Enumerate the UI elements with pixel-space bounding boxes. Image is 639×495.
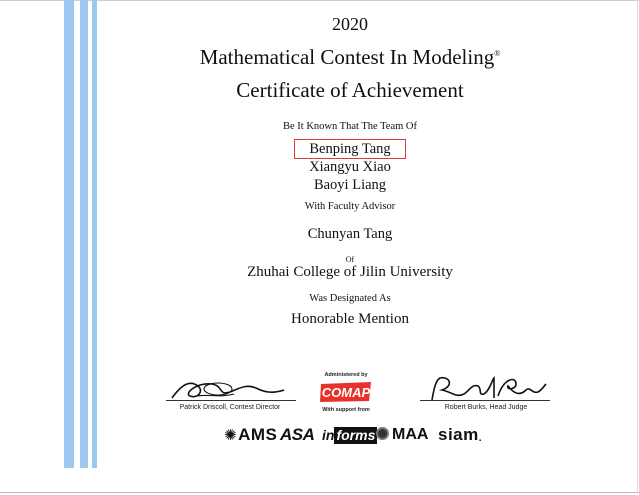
ams-logo xyxy=(224,424,277,446)
informs-logo xyxy=(322,424,377,446)
frame-right-border xyxy=(637,0,638,493)
maa-logo-text: MAA xyxy=(392,426,429,443)
judge-signature-line xyxy=(420,400,550,401)
designation-label: Was Designated As xyxy=(309,293,391,304)
informs-logo-prefix: in xyxy=(322,427,335,443)
asa-logo: ASA xyxy=(280,425,315,444)
comap-logo-text: COMAP xyxy=(321,385,371,400)
decorative-stripe-2 xyxy=(80,0,88,468)
maa-globe-icon xyxy=(376,427,389,440)
frame-bottom-border xyxy=(0,492,639,493)
support-label: With support from xyxy=(322,407,370,413)
advisor-label: With Faculty Advisor xyxy=(304,201,396,212)
informs-logo-suffix: forms xyxy=(336,427,376,443)
ams-logo-text: AMS xyxy=(238,425,278,444)
team-member-3: Baoyi Liang xyxy=(313,177,387,193)
intro-text: Be It Known That The Team Of xyxy=(283,121,417,132)
maa-logo xyxy=(376,424,428,446)
highlighted-team-member: Benping Tang xyxy=(294,139,405,159)
team-member-2: Xiangyu Xiao xyxy=(309,159,391,175)
advisor-name: Chunyan Tang xyxy=(307,226,393,242)
award-title: Honorable Mention xyxy=(291,311,409,327)
judge-caption: Robert Burks, Head Judge xyxy=(444,404,528,411)
director-caption: Patrick Driscoll, Contest Director xyxy=(179,404,281,411)
contest-title-text: Mathematical Contest In Modeling xyxy=(199,45,495,69)
decorative-stripe-1 xyxy=(64,0,74,468)
team-member-1 xyxy=(90,139,610,159)
registered-mark: ® xyxy=(494,49,501,58)
contest-year: 2020 xyxy=(332,14,368,34)
siam-logo xyxy=(438,424,482,446)
contest-title xyxy=(90,45,610,70)
institution-name: Zhuhai College of Jilin University xyxy=(247,264,453,280)
certificate-title: Certificate of Achievement xyxy=(236,78,464,102)
of-label: Of xyxy=(345,255,355,264)
ams-star-icon: ✺ xyxy=(224,427,238,444)
comap-logo xyxy=(318,381,374,403)
director-signature-line xyxy=(166,400,296,401)
siam-dot-icon: . xyxy=(478,433,483,444)
administered-by-label: Administered by xyxy=(324,372,368,378)
siam-logo-text: siam xyxy=(438,425,479,444)
